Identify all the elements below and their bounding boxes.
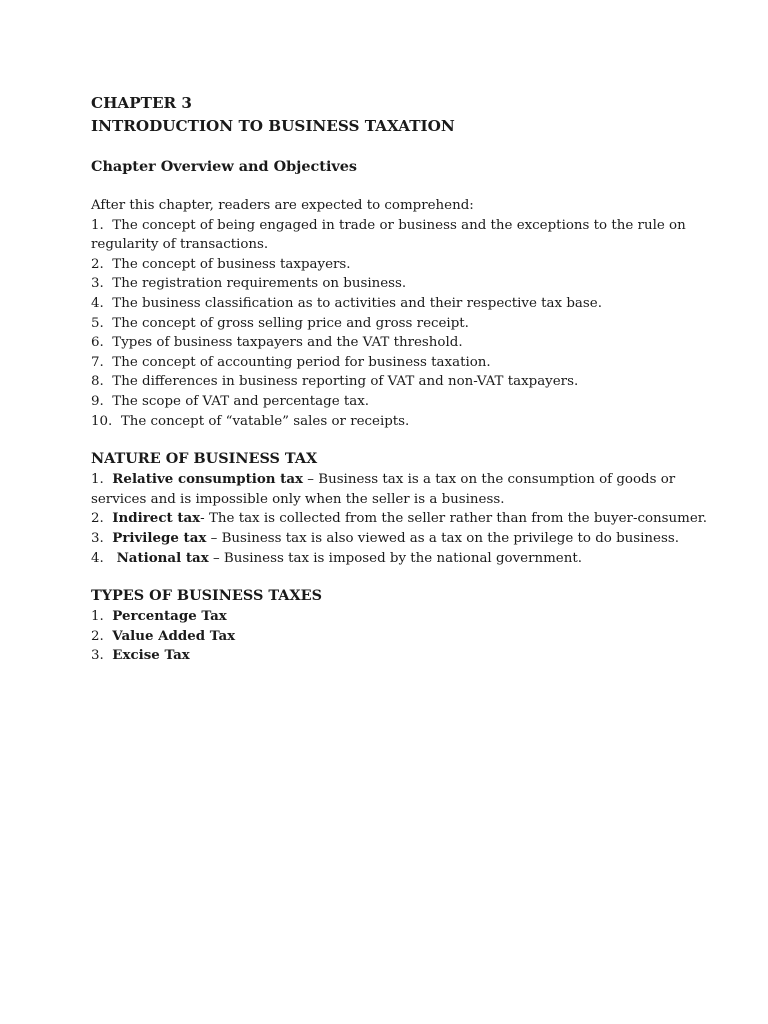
objective-text: The business classification as to activities and their respective tax base.: [112, 295, 602, 311]
document-page: [91, 92, 731, 666]
objectives-list: [91, 196, 731, 431]
objective-number: 9.: [91, 393, 104, 409]
nature-term: National tax: [116, 549, 209, 566]
objective-number: 5.: [91, 315, 104, 331]
type-number: 2.: [91, 628, 104, 644]
chapter-title: INTRODUCTION TO BUSINESS TAXATION: [91, 117, 455, 135]
types-heading: TYPES OF BUSINESS TAXES: [91, 587, 322, 605]
nature-number: 4.: [91, 550, 104, 566]
objective-number: 7.: [91, 354, 104, 370]
nature-description: – Business tax is imposed by the national government.: [208, 550, 582, 566]
objective-number: 6.: [91, 335, 104, 351]
overview-heading: Chapter Overview and Objectives: [91, 158, 358, 175]
objective-text: The concept of gross selling price and gross receipt.: [112, 315, 469, 331]
objective-text: The concept of “vatable” sales or receipts.: [120, 413, 410, 429]
objective-text: The registration requirements on business.: [112, 276, 407, 292]
nature-item: [91, 549, 731, 569]
nature-item: [91, 529, 731, 549]
nature-item: [91, 470, 731, 509]
objective-item: [91, 333, 731, 353]
nature-heading: NATURE OF BUSINESS TAX: [91, 450, 318, 468]
objective-number: 10.: [91, 413, 113, 429]
nature-number: 1.: [91, 472, 104, 488]
objective-text: The differences in business reporting of VAT and non-VAT taxpayers.: [112, 374, 579, 390]
nature-number: 2.: [91, 511, 104, 527]
nature-term: Relative consumption tax: [112, 471, 304, 488]
types-section: [91, 585, 731, 666]
objective-item: [91, 255, 731, 275]
type-item: [91, 646, 731, 666]
type-term: Value Added Tax: [112, 627, 236, 644]
nature-term: Privilege tax: [112, 529, 207, 546]
objective-item: [91, 294, 731, 314]
objective-item: [91, 372, 731, 392]
chapter-number: CHAPTER 3: [91, 94, 192, 112]
objective-number: 4.: [91, 295, 104, 311]
nature-term: Indirect tax: [112, 510, 201, 527]
nature-description: – Business tax is also viewed as a tax on the privilege to do business.: [206, 530, 679, 546]
objective-text: The scope of VAT and percentage tax.: [112, 393, 370, 409]
objective-number: 2.: [91, 256, 104, 272]
objective-item: [91, 392, 731, 412]
objective-text: The concept of business taxpayers.: [112, 256, 351, 272]
objective-number: 3.: [91, 276, 104, 292]
type-number: 3.: [91, 648, 104, 664]
objective-item: [91, 412, 731, 432]
objective-number: 8.: [91, 374, 104, 390]
type-number: 1.: [91, 609, 104, 625]
type-term: Excise Tax: [112, 647, 190, 664]
nature-number: 3.: [91, 530, 104, 546]
type-item: [91, 607, 731, 627]
objective-text: Types of business taxpayers and the VAT threshold.: [112, 335, 463, 351]
objective-text: The concept of accounting period for business taxation.: [112, 354, 491, 370]
objectives-intro: After this chapter, readers are expected to comprehend:: [91, 198, 474, 213]
objective-item: [91, 216, 731, 255]
objective-text: The concept of being engaged in trade or business and the exceptions to the rule on regularity of transactions.: [91, 217, 686, 253]
objective-item: [91, 353, 731, 373]
type-term: Percentage Tax: [112, 608, 227, 625]
objective-item: [91, 274, 731, 294]
nature-description: – Business tax is a tax on the consumption of goods or services and is impossible only when the seller is a business.: [91, 472, 676, 507]
nature-section: [91, 448, 731, 568]
chapter-heading: [91, 92, 731, 138]
nature-description: - The tax is collected from the seller rather than from the buyer-consumer.: [200, 511, 707, 527]
nature-item: [91, 509, 731, 529]
objective-item: [91, 314, 731, 334]
objective-number: 1.: [91, 217, 104, 233]
type-item: [91, 627, 731, 647]
